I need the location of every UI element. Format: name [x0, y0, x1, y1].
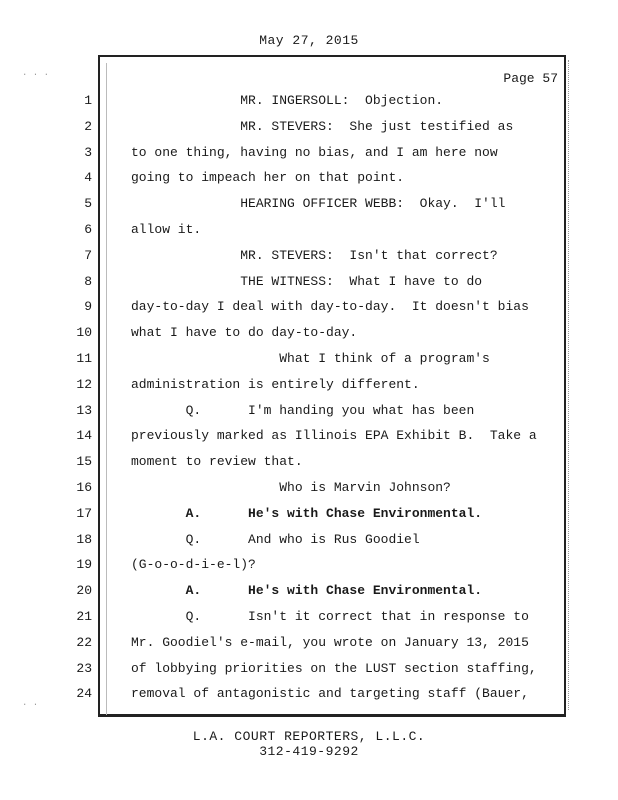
frame-divider	[106, 63, 107, 715]
transcript-line: Q. I'm handing you what has been	[131, 402, 475, 418]
line-number: 8	[84, 273, 92, 289]
line-number: 5	[84, 196, 92, 212]
line-number: 9	[84, 299, 92, 315]
transcript-line: Mr. Goodiel's e-mail, you wrote on January 13, 2015	[131, 634, 529, 650]
line-number: 3	[84, 144, 92, 160]
transcript-line: of lobbying priorities on the LUST section staffing,	[131, 660, 537, 676]
line-number: 12	[76, 376, 92, 392]
right-margin-dots	[568, 60, 570, 710]
line-number: 4	[84, 170, 92, 186]
line-number: 18	[76, 531, 92, 547]
transcript-line: to one thing, having no bias, and I am here now	[131, 144, 498, 160]
footer-company: L.A. COURT REPORTERS, L.L.C.	[192, 729, 426, 744]
line-number: 15	[76, 454, 92, 470]
transcript-line: moment to review that.	[131, 454, 303, 470]
transcript-line: what I have to do day-to-day.	[131, 325, 358, 341]
line-number: 14	[76, 428, 92, 444]
page-number: Page 57	[503, 71, 558, 86]
line-number: 22	[76, 634, 92, 650]
transcript-line: day-to-day I deal with day-to-day. It doesn't bias	[131, 299, 529, 315]
transcript-line: previously marked as Illinois EPA Exhibit B. Take a	[131, 428, 537, 444]
transcript-line: administration is entirely different.	[131, 376, 420, 392]
transcript-line: removal of antagonistic and targeting staff (Bauer,	[131, 686, 529, 702]
margin-mark: · · ·	[22, 70, 50, 80]
line-number: 13	[76, 402, 92, 418]
transcript-line: allow it.	[131, 221, 202, 237]
transcript-date: May 27, 2015	[259, 33, 359, 48]
line-number: 17	[76, 505, 92, 521]
transcript-line: Q. Isn't it correct that in response to	[131, 608, 529, 624]
footer-phone: 312-419-9292	[259, 744, 359, 759]
transcript-line: THE WITNESS: What I have to do	[131, 273, 483, 289]
transcript-line: Q. And who is Rus Goodiel	[131, 531, 420, 547]
line-number: 7	[84, 247, 92, 263]
transcript-line: A. He's with Chase Environmental.	[131, 583, 483, 599]
margin-mark: · ·	[22, 700, 39, 710]
line-number: 10	[76, 325, 92, 341]
line-number-column	[60, 88, 92, 707]
transcript-line: HEARING OFFICER WEBB: Okay. I'll	[131, 196, 506, 212]
line-number: 2	[84, 118, 92, 134]
transcript-line: Who is Marvin Johnson?	[131, 479, 451, 495]
transcript-line: MR. STEVERS: She just testified as	[131, 118, 514, 134]
line-number: 23	[76, 660, 92, 676]
line-number: 24	[76, 686, 92, 702]
line-number: 1	[84, 93, 92, 108]
line-number: 16	[76, 479, 92, 495]
transcript-line: A. He's with Chase Environmental.	[131, 505, 483, 521]
line-number: 20	[76, 583, 92, 599]
transcript-line: (G-o-o-d-i-e-l)?	[131, 557, 256, 573]
line-number: 6	[84, 221, 92, 237]
line-number: 19	[76, 557, 92, 573]
transcript-line: MR. INGERSOLL: Objection.	[131, 93, 444, 108]
transcript-body	[131, 88, 561, 707]
line-number: 11	[76, 350, 92, 366]
line-number: 21	[76, 608, 92, 624]
transcript-line: What I think of a program's	[131, 350, 490, 366]
transcript-line: going to impeach her on that point.	[131, 170, 405, 186]
transcript-line: MR. STEVERS: Isn't that correct?	[131, 247, 498, 263]
